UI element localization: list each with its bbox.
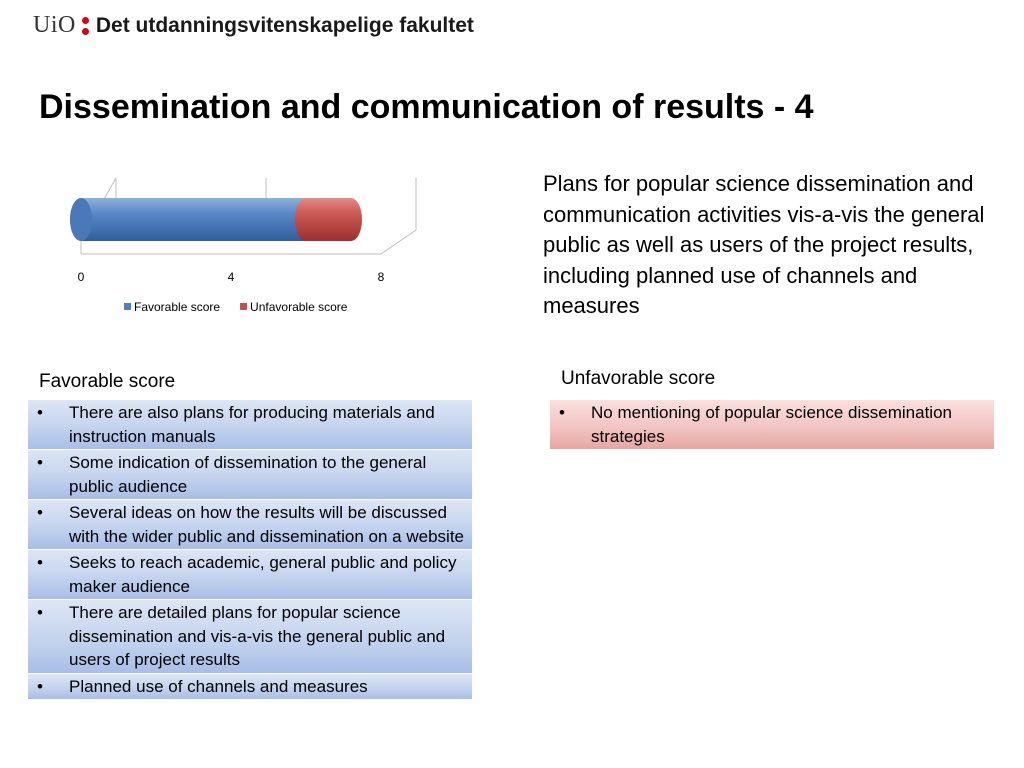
bar-start-cap	[70, 198, 92, 241]
favorable-item-text: Several ideas on how the results will be discussed with the wider public and dissemination on a website	[69, 503, 465, 546]
favorable-item-text: There are also plans for producing materials and instruction manuals	[69, 403, 435, 446]
favorable-item-text: Planned use of channels and measures	[69, 676, 368, 696]
favorable-list	[28, 400, 472, 700]
header	[33, 12, 474, 39]
bullet: •	[37, 403, 43, 422]
bullet: •	[37, 453, 43, 472]
tick-label-0: 0	[77, 270, 85, 284]
unfavorable-score-heading: Unfavorable score	[561, 368, 716, 389]
bullet: •	[37, 553, 43, 572]
bar-unfavorable-score	[295, 198, 362, 241]
favorable-score-heading: Favorable score	[39, 371, 176, 392]
chart-tick-labels	[78, 270, 385, 284]
chart-floor-edge	[381, 230, 416, 254]
chart-bars	[70, 198, 362, 241]
favorable-item	[28, 674, 472, 701]
bar-chart	[60, 168, 440, 323]
unfavorable-item	[550, 400, 994, 450]
bullet: •	[37, 503, 43, 522]
favorable-item	[28, 400, 472, 450]
tick-label-8: 8	[377, 270, 385, 284]
favorable-item	[28, 450, 472, 500]
slide-title: Dissemination and communication of results - 4	[39, 88, 814, 126]
criterion-description: Plans for popular science dissemination and communication activities vis-a-vis the general public as well as users of the project results, including planned use of channels and measures	[543, 171, 985, 318]
favorable-item-text: Seeks to reach academic, general public and policy maker audience	[69, 553, 457, 596]
bar-favorable-score	[70, 198, 317, 241]
uio-logo: UiO	[33, 12, 76, 38]
favorable-item-text: Some indication of dissemination to the general public audience	[69, 453, 427, 496]
bullet: •	[37, 676, 43, 696]
tick-label-4: 4	[227, 270, 235, 284]
bullet: •	[559, 403, 565, 422]
legend-swatch	[124, 303, 131, 310]
legend-label: Unfavorable score	[250, 300, 348, 314]
legend-label: Favorable score	[134, 300, 221, 314]
unfavorable-item-text: No mentioning of popular science dissemination strategies	[591, 403, 952, 446]
bullet: •	[37, 603, 43, 622]
favorable-item	[28, 550, 472, 600]
faculty-name: Det utdanningsvitenskapelige fakultet	[95, 13, 474, 37]
uio-logo-dots-icon	[82, 17, 89, 35]
favorable-item-text: There are detailed plans for popular science dissemination and vis-a-vis the general public and users of project results	[69, 603, 446, 669]
legend-swatch	[240, 303, 247, 310]
favorable-item	[28, 600, 472, 674]
favorable-item	[28, 500, 472, 550]
unfavorable-list	[550, 400, 994, 450]
chart-legend	[124, 300, 348, 314]
